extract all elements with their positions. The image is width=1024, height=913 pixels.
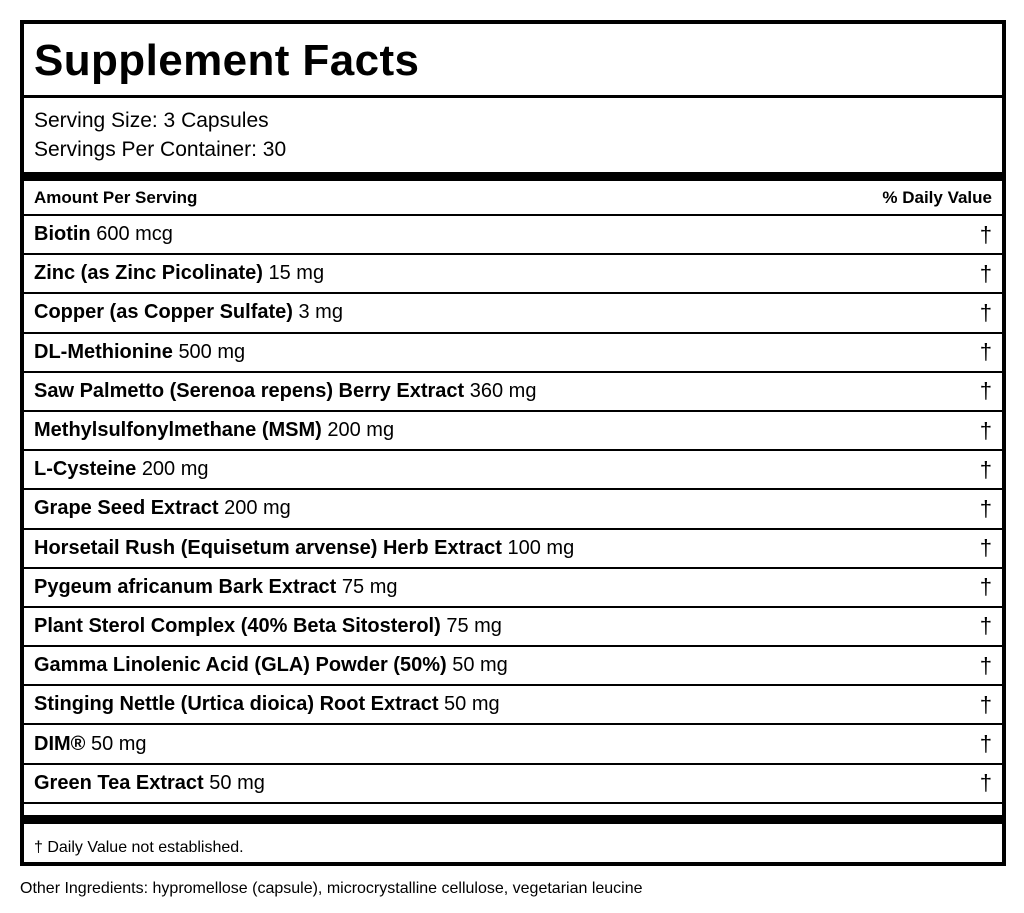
ingredient-name: DIM®: [34, 732, 86, 755]
other-ingredients: Other Ingredients: hypromellose (capsule), microcrystalline cellulose, vegetarian leucine: [20, 880, 643, 897]
ingredient-name: Horsetail Rush (Equisetum arvense) Herb Extract: [34, 536, 502, 559]
ingredient-name: Grape Seed Extract: [34, 497, 219, 520]
daily-value-dagger: †: [979, 378, 992, 404]
daily-value-dagger: †: [979, 613, 992, 639]
thick-divider-bottom: [24, 815, 1002, 824]
ingredient-amount: 200 mg: [224, 497, 291, 520]
ingredient-list: [24, 216, 1002, 804]
ingredient-label: [34, 772, 265, 795]
ingredient-amount: 500 mg: [178, 340, 246, 363]
ingredient-label: [34, 654, 508, 677]
ingredient-label: [34, 301, 343, 324]
ingredient-name: Biotin: [34, 223, 91, 246]
ingredient-name: Green Tea Extract: [34, 771, 204, 794]
ingredient-amount: 200 mg: [141, 458, 209, 481]
ingredient-row: [24, 686, 1002, 725]
ingredient-row: [24, 373, 1002, 412]
ingredient-label: [34, 341, 245, 364]
daily-value-dagger: †: [979, 299, 992, 325]
ingredient-name: Pygeum africanum Bark Extract: [34, 575, 337, 598]
ingredient-label: [34, 615, 502, 638]
ingredient-row: [24, 490, 1002, 529]
ingredient-amount: 75 mg: [446, 614, 502, 637]
daily-value-dagger: †: [979, 535, 992, 561]
daily-value-dagger: †: [979, 691, 992, 717]
ingredient-row: [24, 255, 1002, 294]
ingredient-row: [24, 569, 1002, 608]
ingredient-label: [34, 693, 500, 716]
ingredient-name: L-Cysteine: [34, 458, 137, 481]
ingredient-label: [34, 576, 398, 599]
ingredient-name: Copper (as Copper Sulfate): [34, 301, 293, 324]
ingredient-name: DL-Methionine: [34, 340, 173, 363]
daily-value-dagger: †: [979, 339, 992, 365]
ingredient-amount: 50 mg: [452, 654, 508, 677]
ingredient-row: [24, 530, 1002, 569]
ingredient-amount: 100 mg: [507, 536, 575, 559]
ingredient-row: [24, 451, 1002, 490]
ingredient-label: [34, 223, 173, 246]
ingredient-name: Gamma Linolenic Acid (GLA) Powder (50%): [34, 654, 447, 677]
ingredient-amount: 3 mg: [298, 301, 343, 324]
ingredient-row: [24, 412, 1002, 451]
daily-value-dagger: †: [979, 417, 992, 443]
daily-value-dagger: †: [979, 770, 992, 796]
ingredient-name: Zinc (as Zinc Picolinate): [34, 262, 263, 285]
ingredient-row: [24, 765, 1002, 804]
ingredient-amount: 50 mg: [209, 771, 265, 794]
thick-divider: [24, 172, 1002, 181]
ingredient-label: [34, 733, 147, 756]
ingredient-label: [34, 537, 574, 560]
ingredient-label: [34, 380, 536, 403]
ingredient-row: [24, 294, 1002, 333]
ingredient-label: [34, 458, 209, 481]
ingredient-amount: 50 mg: [444, 693, 500, 716]
servings-per-container: Servings Per Container: 30: [34, 138, 287, 161]
ingredient-label: [34, 262, 324, 285]
ingredient-row: [24, 647, 1002, 686]
amount-per-serving-label: Amount Per Serving: [34, 187, 198, 207]
daily-value-dagger: †: [979, 456, 992, 482]
ingredient-label: [34, 497, 291, 520]
ingredient-name: Stinging Nettle (Urtica dioica) Root Extract: [34, 693, 439, 716]
panel-title: Supplement Facts: [24, 24, 1002, 98]
daily-value-dagger: †: [979, 221, 992, 247]
daily-value-label: % Daily Value: [882, 187, 992, 207]
ingredient-label: [34, 419, 394, 442]
ingredient-name: Methylsulfonylmethane (MSM): [34, 419, 322, 442]
serving-size: Serving Size: 3 Capsules: [34, 109, 269, 132]
ingredient-amount: 50 mg: [90, 732, 147, 755]
ingredient-row: [24, 334, 1002, 373]
daily-value-dagger: †: [979, 731, 992, 757]
daily-value-dagger: †: [979, 574, 992, 600]
supplement-facts-panel: [20, 20, 1006, 866]
ingredient-amount: 600 mcg: [96, 223, 173, 246]
ingredient-amount: 75 mg: [341, 575, 398, 598]
ingredient-row: [24, 608, 1002, 647]
daily-value-dagger: †: [979, 495, 992, 521]
column-header: [24, 181, 1002, 216]
ingredient-row: [24, 216, 1002, 255]
ingredient-name: Saw Palmetto (Serenoa repens) Berry Extract: [34, 379, 465, 402]
ingredient-amount: 15 mg: [268, 262, 325, 285]
ingredient-amount: 360 mg: [469, 379, 537, 402]
serving-info: [24, 98, 1002, 172]
daily-value-dagger: †: [979, 260, 992, 286]
ingredient-amount: 200 mg: [327, 419, 395, 442]
empty-row: [24, 804, 1002, 815]
ingredient-row: [24, 725, 1002, 764]
ingredient-name: Plant Sterol Complex (40% Beta Sitosterol): [34, 614, 441, 637]
daily-value-dagger: †: [979, 652, 992, 678]
footnote: † Daily Value not established.: [34, 838, 244, 856]
